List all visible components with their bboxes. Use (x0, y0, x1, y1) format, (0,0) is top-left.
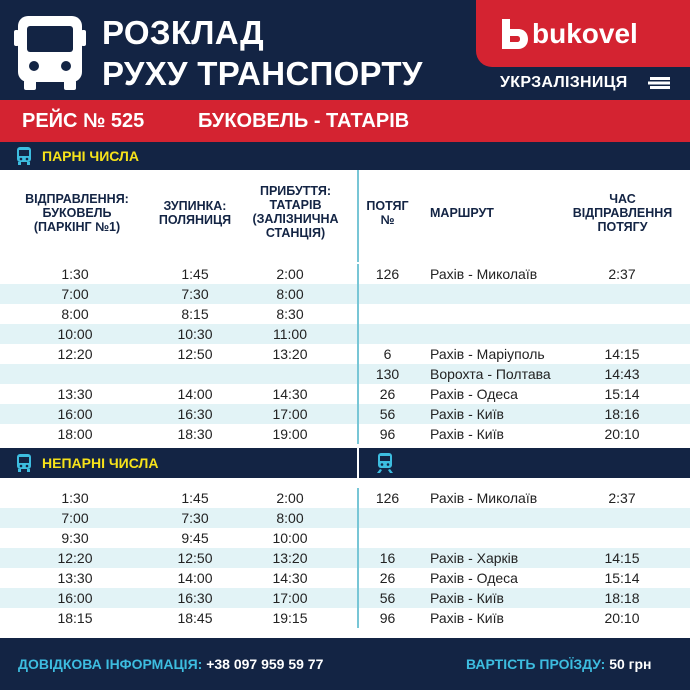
column-divider (357, 508, 359, 528)
header-text: ПОТЯГУ (597, 220, 648, 234)
cell-train: 6 (383, 346, 392, 362)
table-row (0, 548, 690, 568)
cell-tdep: 14:15 (604, 346, 640, 362)
route-bar (0, 100, 690, 142)
cell-stop: 1:45 (181, 490, 209, 506)
cell-route: Рахів - Миколаїв (430, 490, 538, 506)
table-row (0, 344, 690, 364)
cell-route: Рахів - Київ (430, 610, 504, 626)
cell-stop: 16:30 (177, 406, 213, 422)
header-text: (ЗАЛІЗНИЧНА (252, 212, 339, 226)
column-divider (357, 404, 359, 424)
cell-train: 126 (375, 266, 400, 282)
cell-route: Рахів - Маріуполь (430, 346, 545, 362)
cell-arr: 19:00 (272, 426, 308, 442)
cell-stop: 8:15 (181, 306, 209, 322)
header-text: ВІДПРАВЛЕННЯ: (25, 192, 129, 206)
bukovel-logo-icon (498, 17, 530, 51)
header-text: ПОЛЯНИЦЯ (158, 213, 232, 227)
cell-train: 26 (379, 570, 396, 586)
cell-tdep: 20:10 (604, 426, 640, 442)
uz-logo-icon (648, 77, 670, 89)
column-divider (357, 568, 359, 588)
cell-arr: 17:00 (272, 590, 308, 606)
column-divider (357, 548, 359, 568)
cell-dep: 16:00 (57, 406, 93, 422)
section-label-even: ПАРНІ ЧИСЛА (42, 148, 139, 164)
cell-arr: 10:00 (272, 530, 308, 546)
cell-arr: 8:00 (276, 286, 304, 302)
cell-dep: 18:15 (57, 610, 93, 626)
column-divider (357, 528, 359, 548)
column-divider (357, 304, 359, 324)
cell-stop: 18:45 (177, 610, 213, 626)
column-divider (357, 324, 359, 344)
column-header-route (430, 170, 530, 262)
cell-route: Рахів - Миколаїв (430, 266, 538, 282)
header-text: ПРИБУТТЯ: (259, 184, 331, 198)
cell-stop: 10:30 (177, 326, 213, 342)
header-text: ПОТЯГ (366, 199, 409, 213)
column-header-arrival (233, 170, 358, 262)
header-text: СТАНЦІЯ) (265, 226, 326, 240)
cell-stop: 14:00 (177, 386, 213, 402)
cell-dep: 13:30 (57, 386, 93, 402)
cell-stop: 18:30 (177, 426, 213, 442)
table-row (0, 568, 690, 588)
cell-route: Рахів - Харків (430, 550, 519, 566)
header-divider (357, 170, 359, 262)
cell-tdep: 15:14 (604, 386, 640, 402)
table-row (0, 284, 690, 304)
cell-tdep: 18:18 (604, 590, 640, 606)
page-title (102, 12, 423, 94)
column-divider (357, 384, 359, 404)
title-line-2: РУХУ ТРАНСПОРТУ (102, 55, 423, 92)
column-divider (357, 284, 359, 304)
header-text: № (380, 213, 395, 227)
header-text: (ПАРКІНГ №1) (33, 220, 121, 234)
cell-dep: 10:00 (57, 326, 93, 342)
cell-train: 96 (379, 610, 396, 626)
header-text: ЧАС (609, 192, 636, 206)
cell-dep: 7:00 (61, 510, 89, 526)
cell-arr: 17:00 (272, 406, 308, 422)
column-divider (357, 264, 359, 284)
cell-arr: 14:30 (272, 386, 308, 402)
cell-dep: 7:00 (61, 286, 89, 302)
cell-dep: 16:00 (57, 590, 93, 606)
cell-arr: 8:30 (276, 306, 304, 322)
section-divider (357, 448, 359, 478)
cell-train: 126 (375, 490, 400, 506)
table-row (0, 588, 690, 608)
cell-train: 130 (375, 366, 400, 382)
header-text: ВІДПРАВЛЕННЯ (572, 206, 673, 220)
cell-route: Рахів - Київ (430, 590, 504, 606)
header-text: ТАТАРІВ (269, 198, 322, 212)
cell-route: Рахів - Київ (430, 406, 504, 422)
train-icon (376, 453, 394, 473)
table-row (0, 364, 690, 384)
column-divider (357, 424, 359, 444)
section-odd-bar (0, 448, 690, 478)
table-row (0, 264, 690, 284)
route-number: РЕЙС № 525 (22, 110, 145, 132)
partner-name: УКРЗАЛІЗНИЦЯ (500, 74, 628, 91)
column-header-train (360, 170, 415, 262)
section-label-odd: НЕПАРНІ ЧИСЛА (42, 455, 159, 471)
price-value: 50 грн (609, 656, 652, 672)
column-header-train-departure (560, 170, 685, 262)
header (0, 0, 690, 100)
brand-name: bukovel (532, 18, 638, 49)
cell-stop: 16:30 (177, 590, 213, 606)
cell-tdep: 14:15 (604, 550, 640, 566)
cell-arr: 2:00 (276, 490, 304, 506)
info-phone: +38 097 959 59 77 (206, 656, 324, 672)
price-label: ВАРТІСТЬ ПРОЇЗДУ: (466, 656, 606, 672)
table-row (0, 304, 690, 324)
table-row (0, 488, 690, 508)
footer (0, 638, 690, 690)
footer-price (466, 656, 652, 672)
table-row (0, 424, 690, 444)
table-row (0, 324, 690, 344)
cell-arr: 2:00 (276, 266, 304, 282)
column-divider (357, 588, 359, 608)
cell-stop: 1:45 (181, 266, 209, 282)
table-row (0, 528, 690, 548)
table-row (0, 404, 690, 424)
cell-stop: 9:45 (181, 530, 209, 546)
cell-train: 16 (379, 550, 396, 566)
cell-dep: 18:00 (57, 426, 93, 442)
column-divider (357, 488, 359, 508)
cell-route: Рахів - Одеса (430, 386, 518, 402)
brand-logo (476, 0, 690, 67)
cell-route: Рахів - Київ (430, 426, 504, 442)
cell-dep: 13:30 (57, 570, 93, 586)
cell-arr: 8:00 (276, 510, 304, 526)
cell-arr: 14:30 (272, 570, 308, 586)
cell-stop: 12:50 (177, 550, 213, 566)
info-label: ДОВІДКОВА ІНФОРМАЦІЯ: (18, 656, 203, 672)
header-text: ЗУПИНКА: (163, 199, 227, 213)
cell-arr: 13:20 (272, 550, 308, 566)
cell-tdep: 2:37 (608, 266, 636, 282)
cell-dep: 9:30 (61, 530, 89, 546)
column-divider (357, 364, 359, 384)
cell-stop: 12:50 (177, 346, 213, 362)
cell-tdep: 14:43 (604, 366, 640, 382)
column-divider (357, 344, 359, 364)
cell-train: 56 (379, 590, 396, 606)
cell-tdep: 20:10 (604, 610, 640, 626)
cell-dep: 12:20 (57, 550, 93, 566)
cell-train: 26 (379, 386, 396, 402)
cell-stop: 14:00 (177, 570, 213, 586)
cell-stop: 7:30 (181, 510, 209, 526)
bus-icon (16, 454, 32, 472)
cell-route: Ворохта - Полтава (430, 366, 551, 382)
cell-arr: 19:15 (272, 610, 308, 626)
cell-tdep: 18:16 (604, 406, 640, 422)
table-row (0, 384, 690, 404)
cell-dep: 8:00 (61, 306, 89, 322)
bus-icon (16, 147, 32, 165)
table-row (0, 608, 690, 628)
cell-tdep: 15:14 (604, 570, 640, 586)
header-text: БУКОВЕЛЬ (42, 206, 112, 220)
cell-route: Рахів - Одеса (430, 570, 518, 586)
cell-dep: 1:30 (61, 266, 89, 282)
cell-dep: 1:30 (61, 490, 89, 506)
footer-info (18, 656, 323, 672)
cell-dep: 12:20 (57, 346, 93, 362)
column-divider (357, 608, 359, 628)
cell-tdep: 2:37 (608, 490, 636, 506)
cell-train: 56 (379, 406, 396, 422)
cell-arr: 13:20 (272, 346, 308, 362)
header-text: МАРШРУТ (430, 206, 494, 220)
title-line-1: РОЗКЛАД (102, 14, 264, 51)
route-name: БУКОВЕЛЬ - ТАТАРІВ (198, 110, 410, 132)
bus-icon (14, 14, 86, 90)
cell-arr: 11:00 (273, 326, 307, 342)
table-row (0, 508, 690, 528)
section-even-bar (0, 142, 690, 170)
cell-train: 96 (379, 426, 396, 442)
cell-stop: 7:30 (181, 286, 209, 302)
